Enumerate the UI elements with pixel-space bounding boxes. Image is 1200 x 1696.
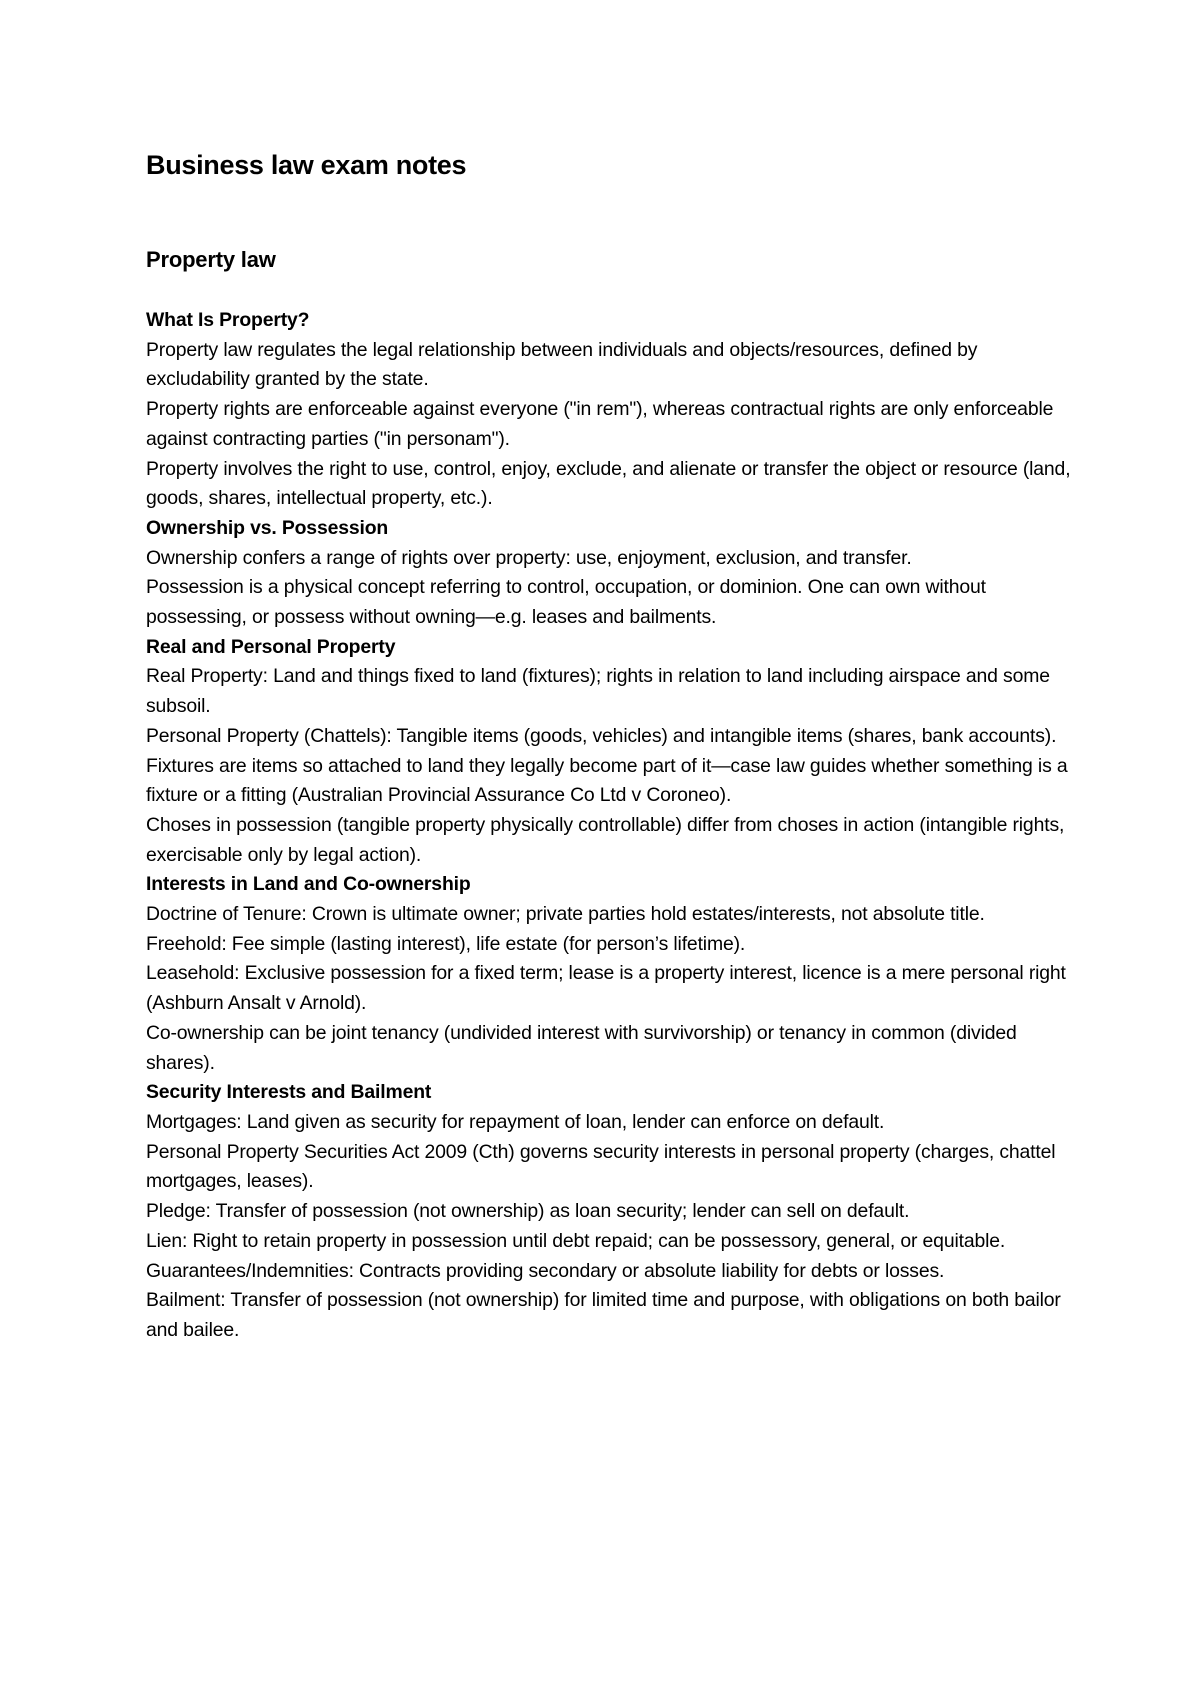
sub-heading: Security Interests and Bailment (146, 1081, 432, 1104)
document-page (146, 148, 1076, 1346)
paragraph: Property law regulates the legal relationship between individuals and objects/resources, defined by excludability granted by the state. (146, 338, 978, 391)
sub-heading: What Is Property? (146, 309, 310, 331)
paragraph: Personal Property (Chattels): Tangible items (goods, vehicles) and intangible items (shares, bank accounts). (146, 724, 1057, 747)
document-body (146, 306, 1076, 1346)
paragraph: Pledge: Transfer of possession (not ownership) as loan security; lender can sell on default. (146, 1200, 910, 1223)
sub-heading: Interests in Land and Co-ownership (146, 873, 471, 896)
paragraph: Ownership confers a range of rights over property: use, enjoyment, exclusion, and transfer. (146, 546, 912, 569)
paragraph: Possession is a physical concept referring to control, occupation, or dominion. One can own without possessing, or possess without owning—e.g. leases and bailments. (146, 576, 986, 629)
paragraph: Leasehold: Exclusive possession for a fixed term; lease is a property interest, licence is a mere personal right (Ashburn Ansalt v Arnold). (146, 962, 1066, 1015)
sub-heading: Ownership vs. Possession (146, 516, 389, 539)
sub-heading: Real and Personal Property (146, 635, 396, 658)
paragraph: Bailment: Transfer of possession (not ownership) for limited time and purpose, with obligations on both bailor and bailee. (146, 1289, 1061, 1341)
paragraph: Mortgages: Land given as security for repayment of loan, lender can enforce on default. (146, 1110, 885, 1133)
paragraph: Property rights are enforceable against everyone ("in rem"), whereas contractual rights are only enforceable against contracting parties ("in personam"). (146, 398, 1054, 450)
paragraph: Doctrine of Tenure: Crown is ultimate owner; private parties hold estates/interests, not absolute title. (146, 903, 985, 926)
paragraph: Property involves the right to use, control, enjoy, exclude, and alienate or transfer the object or resource (land, goods, shares, intellectual property, etc.). (146, 457, 1071, 510)
paragraph: Co-ownership can be joint tenancy (undivided interest with survivorship) or tenancy in common (divided shares). (146, 1021, 1017, 1074)
section-title: Property law (146, 247, 276, 272)
paragraph: Lien: Right to retain property in possession until debt repaid; can be possessory, general, or equitable. (146, 1229, 1006, 1252)
paragraph: Guarantees/Indemnities: Contracts providing secondary or absolute liability for debts or losses. (146, 1259, 945, 1282)
document-title: Business law exam notes (146, 150, 467, 180)
paragraph: Real Property: Land and things fixed to land (fixtures); rights in relation to land including airspace and some subsoil. (146, 665, 1050, 718)
paragraph: Choses in possession (tangible property physically controllable) differ from choses in action (intangible rights, exercisable only by legal action). (146, 813, 1065, 866)
paragraph: Personal Property Securities Act 2009 (Cth) governs security interests in personal property (charges, chattel mortgages, leases). (146, 1140, 1056, 1193)
paragraph: Fixtures are items so attached to land they legally become part of it—case law guides whether something is a fixture or a fitting (Australian Provincial Assurance Co Ltd v Coroneo). (146, 754, 1068, 807)
paragraph: Freehold: Fee simple (lasting interest), life estate (for person’s lifetime). (146, 932, 746, 955)
